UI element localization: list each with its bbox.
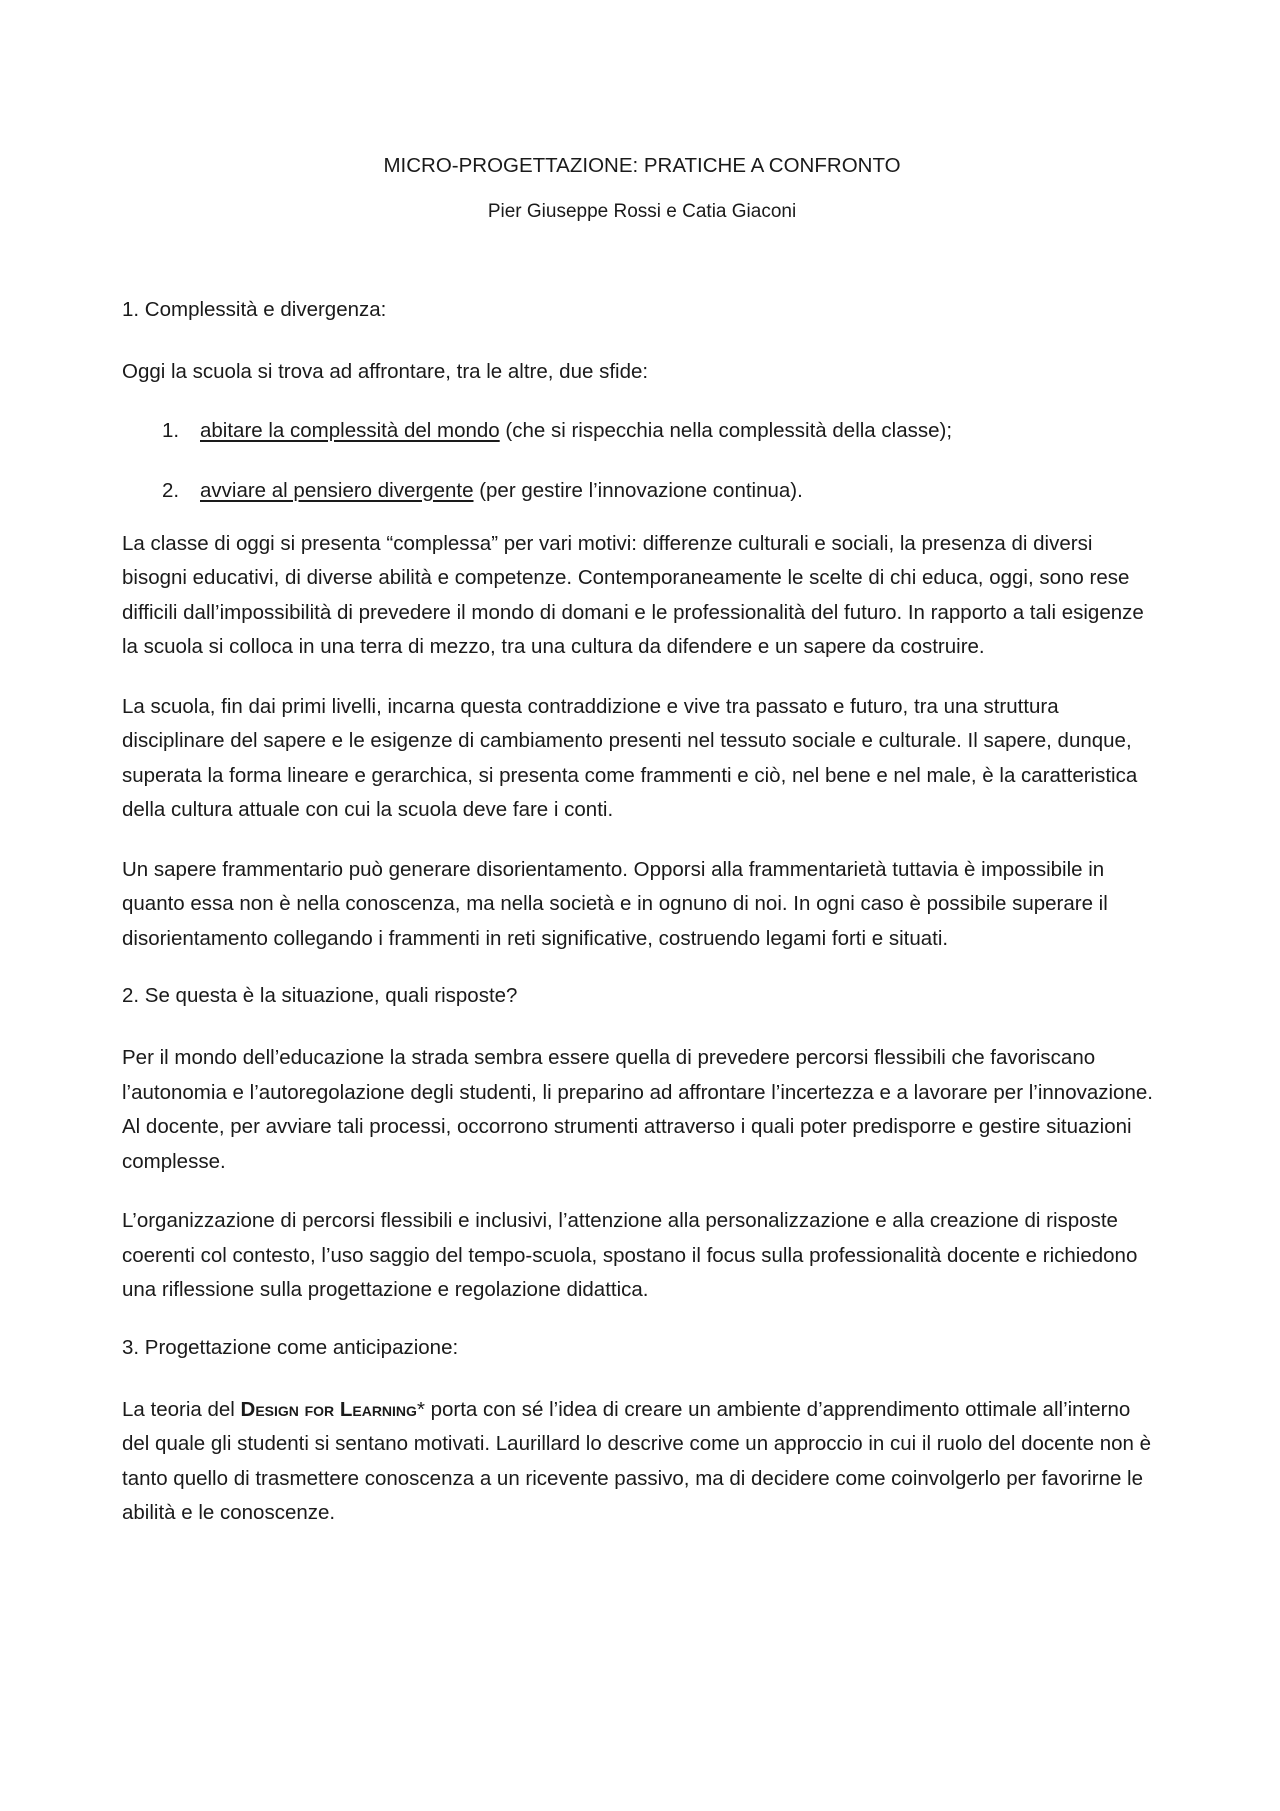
list-item xyxy=(122,476,1162,506)
paragraph-start: La teoria del xyxy=(122,1397,241,1421)
paragraph: L’organizzazione di percorsi flessibili e inclusivi, l’attenzione alla personalizzazione e alla creazione di risposte coerenti col contesto, l’uso saggio del tempo-scuola, spostano il focus sulla professionalità docente e richiedono una riflessione sulla progettazione e regolazione didattica. xyxy=(122,1209,1138,1301)
list-item-rest: (che si rispecchia nella complessità della classe); xyxy=(499,418,953,442)
section-1-intro: Oggi la scuola si trova ad affrontare, tra le altre, due sfide: xyxy=(122,360,649,383)
list-item-text xyxy=(162,476,1162,506)
paragraph-rest: * porta con sé l’idea di creare un ambiente d’apprendimento ottimale all’interno del quale gli studenti si sentano motivati. Laurillard lo descrive come un approccio in cui il ruolo del docente non è tanto quello di trasmettere conoscenza a un ricevente passivo, ma di decidere come coinvolgerlo per favorirne le abilità e le conoscenze. xyxy=(122,1397,1152,1524)
underlined-phrase: avviare al pensiero divergente xyxy=(200,478,474,502)
section-heading-2: 2. Se questa è la situazione, quali risposte? xyxy=(122,984,518,1007)
section-heading-3: 3. Progettazione come anticipazione: xyxy=(122,1335,459,1359)
list-item-text xyxy=(162,416,1162,446)
list-item xyxy=(122,416,1162,446)
design-for-learning-term: Design for Learning xyxy=(240,1397,417,1421)
list-item-number: 1. xyxy=(162,418,180,442)
paragraph: La classe di oggi si presenta “complessa” per vari motivi: differenze culturali e sociali, la presenza di diversi bisogni educativi, di diverse abilità e competenze. Contemporaneamente le scelte di chi educa, oggi, sono rese difficili dall’impossibilità di prevedere il mondo di domani e le professionalità del futuro. In rapporto a tali esigenze la scuola si colloca in una terra di mezzo, tra una cultura da difendere e un sapere da costruire. xyxy=(122,531,1144,658)
document-authors: Pier Giuseppe Rossi e Catia Giaconi xyxy=(487,201,797,222)
paragraph: Un sapere frammentario può generare disorientamento. Opporsi alla frammentarietà tuttavia è impossibile in quanto essa non è nella conoscenza, ma nella società e in ognuno di noi. In ogni caso è possibile superare il disorientamento collegando i frammenti in reti significative, costruendo legami forti e situati. xyxy=(122,857,1108,950)
paragraph: Per il mondo dell’educazione la strada sembra essere quella di prevedere percorsi flessibili che favoriscano l’autonomia e l’autoregolazione degli studenti, li preparino ad affrontare l’incertezza e a lavorare per l’innovazione. Al docente, per avviare tali processi, occorrono strumenti attraverso i quali poter predisporre e gestire situazioni complesse. xyxy=(122,1046,1153,1173)
section-heading-1: 1. Complessità e divergenza: xyxy=(122,298,387,321)
paragraph: La scuola, fin dai primi livelli, incarna questa contraddizione e vive tra passato e futuro, tra una struttura disciplinare del sapere e le esigenze di cambiamento presenti nel tessuto sociale e culturale. Il sapere, dunque, superata la forma lineare e gerarchica, si presenta come frammenti e ciò, nel bene e nel male, è la caratteristica della cultura attuale con cui la scuola deve fare i conti. xyxy=(122,694,1138,821)
challenges-list xyxy=(122,416,1162,506)
paragraph-design-for-learning xyxy=(122,1393,1162,1531)
document-title: MICRO-PROGETTAZIONE: PRATICHE A CONFRONTO xyxy=(383,154,901,177)
list-item-number: 2. xyxy=(162,478,180,502)
list-item-rest: (per gestire l’innovazione continua). xyxy=(473,478,803,502)
underlined-phrase: abitare la complessità del mondo xyxy=(200,418,500,442)
